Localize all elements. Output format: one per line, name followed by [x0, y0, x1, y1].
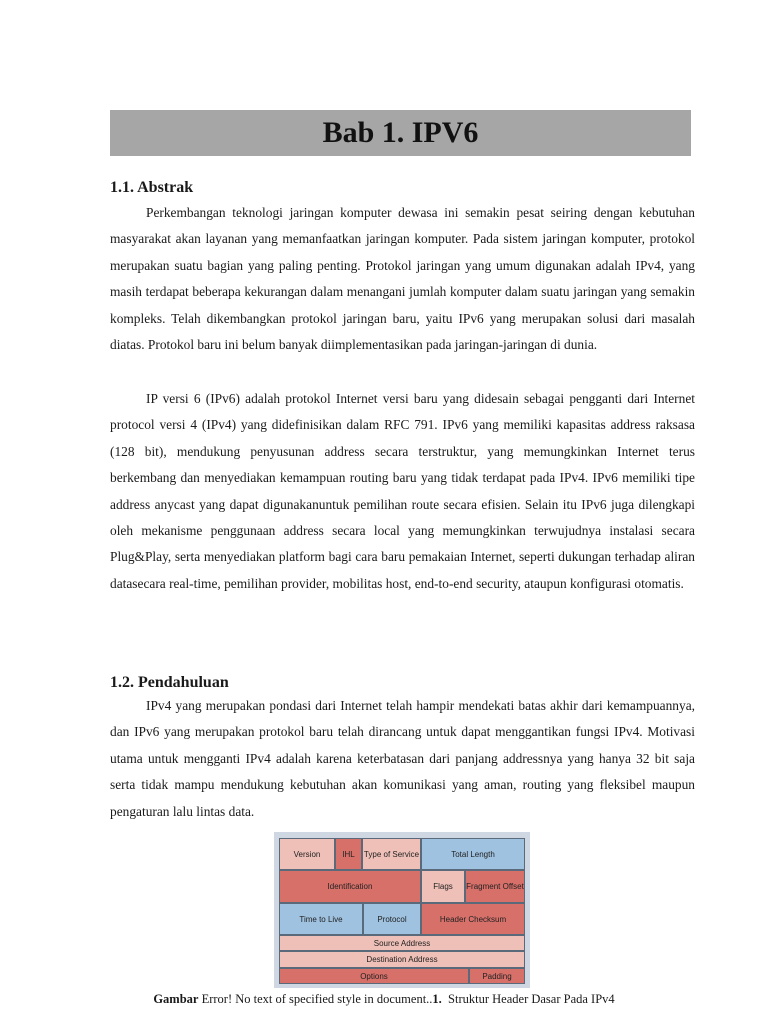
section-heading-pendahuluan: 1.2. Pendahuluan — [110, 674, 229, 691]
cell-destination-address: Destination Address — [279, 951, 525, 968]
chapter-title: Bab 1. IPV6 — [322, 116, 479, 149]
cell-flags: Flags — [421, 870, 465, 903]
cell-time-to-live: Time to Live — [279, 903, 363, 935]
abstract-paragraph-2: IP versi 6 (IPv6) adalah protokol Internet versi baru yang didesain sebagai pengganti dari Internet protocol versi 4 (IPv4) yang didefinisikan dalam RFC 791. IPv6 yang memiliki kapasitas address raksasa (128 bit), mendukung penyusunan address secara terstruktur, yang memungkinkan Internet terus berkembang dan menyediakan kemampuan routing baru yang tidak terdapat pada IPv4. IPv6 memiliki tipe address anycast yang dapat digunakanuntuk pemilihan route secara efisien. Selain itu IPv6 juga dilengkapi oleh mekanisme penggunaan address secara local yang memungkinkan terwujudnya instalasi secara Plug&Play, serta menyediakan platform bagi cara baru pemakaian Internet, seperti dukungan terhadap aliran datasecara real-time, pemilihan provider, mobilitas host, end-to-end security, ataupun konfigurasi otomatis. — [110, 391, 695, 591]
cell-type-of-service: Type of Service — [362, 838, 421, 870]
figure-caption — [0, 992, 768, 1007]
introduction-paragraph: IPv4 yang merupakan pondasi dari Internet telah hampir mendekati batas akhir dari kemampuannya, dan IPv6 yang merupakan protokol baru telah dirancang untuk dapat menggantikan fungsi IPv4. Motivasi utama untuk mengganti IPv4 adalah karena keterbatasan dari panjang addressnya yang hanya 32 bit saja serta tidak mampu mendukung kebutuhan akan komunikasi yang aman, routing yang fleksibel maupun pengaturan lalu lintas data. — [110, 698, 695, 819]
chapter-title-banner — [110, 110, 691, 156]
caption-label: Gambar — [153, 992, 199, 1006]
cell-ihl: IHL — [335, 838, 362, 870]
section-heading-abstrak: 1.1. Abstrak — [110, 179, 194, 196]
ipv4-header-diagram — [274, 832, 530, 988]
cell-options: Options — [279, 968, 469, 984]
caption-number: 1. — [432, 992, 442, 1006]
caption-error-text: Error! No text of specified style in document.. — [198, 992, 433, 1006]
cell-padding: Padding — [469, 968, 525, 984]
cell-protocol: Protocol — [363, 903, 421, 935]
cell-identification: Identification — [279, 870, 421, 903]
caption-description: Struktur Header Dasar Pada IPv4 — [441, 992, 615, 1006]
cell-source-address: Source Address — [279, 935, 525, 951]
cell-fragment-offset: Fragment Offset — [465, 870, 525, 903]
cell-version: Version — [279, 838, 335, 870]
cell-header-checksum: Header Checksum — [421, 903, 525, 935]
cell-total-length: Total Length — [421, 838, 525, 870]
abstract-paragraph-1: Perkembangan teknologi jaringan komputer dewasa ini semakin pesat seiring dengan kebutuhan masyarakat akan layanan yang memanfaatkan jaringan komputer. Pada sistem jaringan komputer, protokol merupakan suatu bagian yang paling penting. Protokol jaringan yang umum digunakan adalah IPv4, yang masih terdapat beberapa kekurangan dalam menangani jumlah komputer dalam suatu jaringan yang semakin kompleks. Telah dikembangkan protokol jaringan baru, yaitu IPv6 yang merupakan solusi dari masalah diatas. Protokol baru ini belum banyak diimplementasikan pada jaringan-jaringan di dunia. — [110, 205, 695, 353]
